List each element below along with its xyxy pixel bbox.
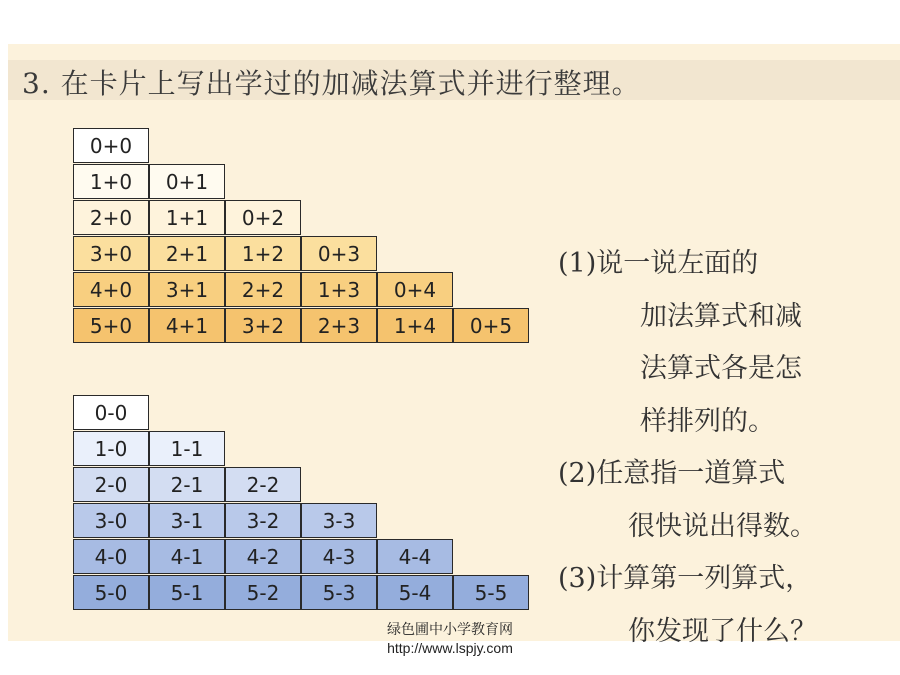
questions bbox=[558, 238, 898, 658]
subtraction-card: 3-3 bbox=[301, 503, 377, 538]
subtraction-card: 2-2 bbox=[225, 467, 301, 502]
subtraction-card: 3-2 bbox=[225, 503, 301, 538]
subtraction-card: 0-0 bbox=[73, 395, 149, 430]
question-2-line: 很快说出得数。 bbox=[628, 510, 817, 542]
subtraction-card: 2-0 bbox=[73, 467, 149, 502]
addition-card: 3+2 bbox=[225, 308, 301, 343]
subtraction-card: 2-1 bbox=[149, 467, 225, 502]
addition-card: 0+0 bbox=[73, 128, 149, 163]
addition-card: 2+1 bbox=[149, 236, 225, 271]
addition-card: 4+1 bbox=[149, 308, 225, 343]
addition-card: 0+3 bbox=[301, 236, 377, 271]
addition-card: 0+4 bbox=[377, 272, 453, 307]
subtraction-card: 1-1 bbox=[149, 431, 225, 466]
addition-card: 5+0 bbox=[73, 308, 149, 343]
addition-card: 3+0 bbox=[73, 236, 149, 271]
subtraction-card: 5-4 bbox=[377, 575, 453, 610]
subtraction-card: 3-0 bbox=[73, 503, 149, 538]
question-1-line: 法算式各是怎 bbox=[640, 353, 802, 384]
subtraction-card: 5-1 bbox=[149, 575, 225, 610]
subtraction-card: 4-3 bbox=[301, 539, 377, 574]
addition-card: 2+3 bbox=[301, 308, 377, 343]
subtraction-card: 4-4 bbox=[377, 539, 453, 574]
question-1-line: 样排列的。 bbox=[640, 405, 775, 437]
subtraction-card: 5-2 bbox=[225, 575, 301, 610]
footer bbox=[0, 620, 900, 658]
addition-card: 2+0 bbox=[73, 200, 149, 235]
question-2-line: (2)任意指一道算式 bbox=[558, 458, 786, 489]
question-1-line: (1)说一说左面的 bbox=[558, 248, 759, 279]
subtraction-card: 4-1 bbox=[149, 539, 225, 574]
question-1-line: 加法算式和减 bbox=[640, 300, 802, 332]
addition-card: 1+2 bbox=[225, 236, 301, 271]
addition-card: 3+1 bbox=[149, 272, 225, 307]
exercise-title: 3. 在卡片上写出学过的加减法算式并进行整理。 bbox=[22, 67, 641, 100]
question-3-line: (3)计算第一列算式， bbox=[558, 563, 813, 594]
addition-card: 0+1 bbox=[149, 164, 225, 199]
addition-card: 0+5 bbox=[453, 308, 529, 343]
subtraction-card: 5-3 bbox=[301, 575, 377, 610]
question-3-line: 你发现了什么？ bbox=[628, 615, 817, 647]
footer-url[interactable]: http://www.lspjy.com bbox=[387, 640, 513, 656]
addition-card: 4+0 bbox=[73, 272, 149, 307]
addition-card: 2+2 bbox=[225, 272, 301, 307]
subtraction-card: 4-0 bbox=[73, 539, 149, 574]
addition-card: 1+0 bbox=[73, 164, 149, 199]
subtraction-card: 5-0 bbox=[73, 575, 149, 610]
addition-card: 0+2 bbox=[225, 200, 301, 235]
subtraction-card: 4-2 bbox=[225, 539, 301, 574]
footer-site-name: 绿色圃中小学教育网 bbox=[387, 621, 513, 637]
subtraction-card: 5-5 bbox=[453, 575, 529, 610]
addition-card: 1+4 bbox=[377, 308, 453, 343]
addition-card: 1+1 bbox=[149, 200, 225, 235]
subtraction-card: 1-0 bbox=[73, 431, 149, 466]
subtraction-card: 3-1 bbox=[149, 503, 225, 538]
addition-card: 1+3 bbox=[301, 272, 377, 307]
